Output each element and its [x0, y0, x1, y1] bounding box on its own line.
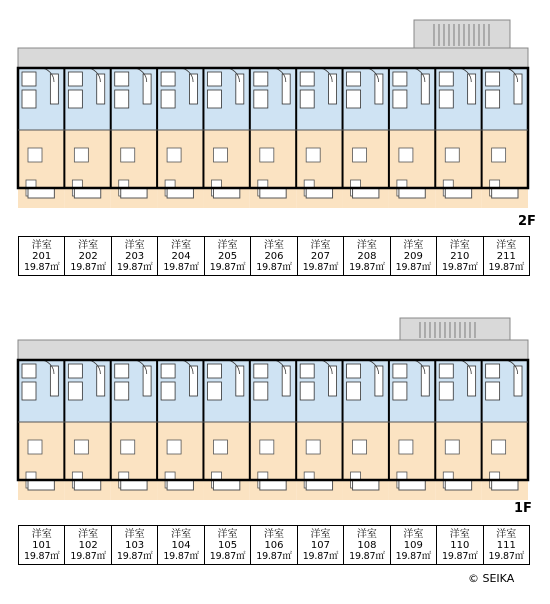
balcony — [353, 480, 379, 490]
balcony — [74, 188, 100, 198]
balcony — [492, 480, 518, 490]
unit-cell — [251, 237, 297, 276]
unit-area: 19.87㎡ — [349, 550, 385, 562]
unit-cell — [204, 526, 250, 565]
unit-area: 19.87㎡ — [395, 550, 432, 562]
balcony — [445, 188, 471, 198]
toilet-fixture — [207, 72, 221, 86]
table-furniture — [167, 440, 181, 454]
table-furniture — [260, 148, 274, 162]
unit-area: 19.87㎡ — [209, 550, 246, 562]
copyright-text: © SEIKA — [468, 572, 515, 585]
unit-number: 206 — [264, 250, 284, 262]
unit-type: 洋室 — [31, 528, 52, 540]
kitchen-counter — [514, 74, 522, 104]
bath-fixture — [207, 382, 221, 400]
unit-type: 洋室 — [263, 528, 284, 540]
toilet-fixture — [161, 364, 175, 378]
bath-fixture — [22, 90, 36, 108]
unit-area: 19.87㎡ — [23, 261, 60, 273]
table-furniture — [306, 440, 320, 454]
table-furniture — [260, 440, 274, 454]
unit-table-1f — [18, 525, 530, 565]
unit-type: 洋室 — [310, 239, 331, 251]
unit-type: 洋室 — [171, 528, 192, 540]
unit-cell — [19, 237, 65, 276]
unit-area: 19.87㎡ — [488, 261, 525, 273]
bath-fixture — [439, 382, 453, 400]
kitchen-counter — [282, 366, 290, 396]
kitchen-counter — [421, 74, 429, 104]
unit-type: 洋室 — [78, 239, 99, 251]
unit-type: 洋室 — [171, 239, 192, 251]
unit-cell — [437, 526, 483, 565]
unit-type: 洋室 — [310, 528, 331, 540]
unit-area: 19.87㎡ — [116, 550, 153, 562]
bath-fixture — [115, 90, 129, 108]
unit-number: 208 — [357, 250, 377, 262]
balcony — [306, 188, 332, 198]
table-furniture — [353, 148, 367, 162]
bath-fixture — [22, 382, 36, 400]
unit-type: 洋室 — [496, 239, 517, 251]
unit-number: 103 — [125, 539, 145, 551]
unit-area: 19.87㎡ — [442, 261, 478, 273]
toilet-fixture — [347, 72, 361, 86]
kitchen-counter — [329, 74, 337, 104]
kitchen-counter — [50, 74, 58, 104]
toilet-fixture — [207, 364, 221, 378]
balcony — [121, 480, 147, 490]
bath-fixture — [254, 382, 268, 400]
kitchen-counter — [329, 366, 337, 396]
corridor — [18, 340, 528, 360]
unit-number: 202 — [78, 250, 98, 262]
unit-number: 210 — [450, 250, 470, 262]
unit-area: 19.87㎡ — [302, 550, 339, 562]
bath-fixture — [486, 90, 500, 108]
floor-label-1f: 1F — [514, 501, 532, 516]
unit-area: 19.87㎡ — [70, 550, 106, 562]
toilet-fixture — [68, 364, 82, 378]
bath-fixture — [300, 90, 314, 108]
unit-area: 19.87㎡ — [209, 261, 246, 273]
table-furniture — [306, 148, 320, 162]
balcony — [353, 188, 379, 198]
table-furniture — [213, 148, 227, 162]
bath-fixture — [486, 382, 500, 400]
balcony — [492, 188, 518, 198]
table-furniture — [399, 148, 413, 162]
toilet-fixture — [439, 364, 453, 378]
unit-cell — [19, 526, 65, 565]
unit-area: 19.87㎡ — [256, 550, 292, 562]
unit-type: 洋室 — [356, 239, 377, 251]
kitchen-counter — [236, 74, 244, 104]
unit-type: 洋室 — [356, 528, 377, 540]
toilet-fixture — [254, 364, 268, 378]
unit-type: 洋室 — [403, 239, 424, 251]
toilet-fixture — [68, 72, 82, 86]
kitchen-counter — [143, 74, 151, 104]
table-furniture — [213, 440, 227, 454]
unit-area: 19.87㎡ — [302, 261, 339, 273]
unit-table-2f — [18, 236, 530, 276]
bath-fixture — [393, 90, 407, 108]
table-furniture — [353, 440, 367, 454]
unit-area: 19.87㎡ — [256, 261, 292, 273]
balcony — [260, 188, 286, 198]
table-furniture — [445, 148, 459, 162]
unit-type: 洋室 — [449, 528, 470, 540]
unit-cell — [297, 237, 343, 276]
bath-fixture — [68, 90, 82, 108]
bath-fixture — [347, 90, 361, 108]
unit-number: 102 — [78, 539, 98, 551]
unit-number: 105 — [217, 539, 238, 551]
table-furniture — [74, 148, 88, 162]
unit-type: 洋室 — [124, 528, 145, 540]
bath-fixture — [207, 90, 221, 108]
unit-number: 203 — [125, 250, 145, 262]
kitchen-counter — [375, 366, 383, 396]
unit-cell — [158, 526, 204, 565]
toilet-fixture — [300, 72, 314, 86]
kitchen-counter — [468, 74, 476, 104]
table-furniture — [121, 148, 135, 162]
kitchen-counter — [143, 366, 151, 396]
unit-area: 19.87㎡ — [163, 261, 199, 273]
unit-type: 洋室 — [403, 528, 424, 540]
kitchen-counter — [468, 366, 476, 396]
unit-number: 207 — [310, 250, 330, 262]
toilet-fixture — [393, 72, 407, 86]
balcony — [28, 188, 54, 198]
bath-fixture — [300, 382, 314, 400]
kitchen-counter — [375, 74, 383, 104]
bath-fixture — [161, 382, 175, 400]
unit-number: 110 — [450, 539, 470, 551]
toilet-fixture — [115, 72, 129, 86]
table-furniture — [399, 440, 413, 454]
toilet-fixture — [115, 364, 129, 378]
table-furniture — [28, 148, 42, 162]
unit-number: 108 — [357, 539, 377, 551]
table-furniture — [28, 440, 42, 454]
unit-number: 101 — [32, 539, 52, 551]
toilet-fixture — [486, 364, 500, 378]
unit-type: 洋室 — [124, 239, 145, 251]
kitchen-counter — [421, 366, 429, 396]
balcony — [74, 480, 100, 490]
kitchen-counter — [236, 366, 244, 396]
table-furniture — [167, 148, 181, 162]
unit-type: 洋室 — [217, 528, 238, 540]
balcony — [213, 188, 239, 198]
unit-number: 209 — [403, 250, 423, 262]
unit-type: 洋室 — [31, 239, 52, 251]
kitchen-counter — [97, 366, 105, 396]
unit-cell — [204, 237, 250, 276]
unit-area: 19.87㎡ — [488, 550, 525, 562]
unit-cell — [344, 526, 390, 565]
kitchen-counter — [282, 74, 290, 104]
unit-area: 19.87㎡ — [70, 261, 106, 273]
unit-cell — [437, 237, 483, 276]
unit-cell — [65, 526, 111, 565]
toilet-fixture — [161, 72, 175, 86]
toilet-fixture — [22, 364, 36, 378]
unit-number: 104 — [171, 539, 191, 551]
bath-fixture — [439, 90, 453, 108]
balcony — [28, 480, 54, 490]
table-furniture — [74, 440, 88, 454]
unit-type: 洋室 — [496, 528, 517, 540]
balcony — [445, 480, 471, 490]
unit-cell — [158, 237, 204, 276]
bath-fixture — [254, 90, 268, 108]
kitchen-counter — [189, 74, 197, 104]
unit-cell — [65, 237, 111, 276]
corridor — [18, 48, 528, 68]
unit-number: 106 — [264, 539, 284, 551]
toilet-fixture — [254, 72, 268, 86]
unit-cell — [111, 526, 157, 565]
table-furniture — [121, 440, 135, 454]
stair-area — [414, 20, 510, 50]
kitchen-counter — [514, 366, 522, 396]
unit-number: 109 — [403, 539, 423, 551]
balcony — [121, 188, 147, 198]
table-furniture — [492, 440, 506, 454]
bath-fixture — [68, 382, 82, 400]
balcony — [399, 480, 425, 490]
toilet-fixture — [393, 364, 407, 378]
unit-type: 洋室 — [263, 239, 284, 251]
unit-number: 205 — [217, 250, 238, 262]
toilet-fixture — [300, 364, 314, 378]
kitchen-counter — [97, 74, 105, 104]
unit-area: 19.87㎡ — [163, 550, 199, 562]
unit-area: 19.87㎡ — [349, 261, 385, 273]
balcony — [399, 188, 425, 198]
bath-fixture — [393, 382, 407, 400]
unit-number: 211 — [496, 250, 516, 262]
unit-number: 111 — [496, 539, 516, 551]
toilet-fixture — [22, 72, 36, 86]
unit-cell — [251, 526, 297, 565]
bath-fixture — [347, 382, 361, 400]
unit-cell — [111, 237, 157, 276]
table-furniture — [445, 440, 459, 454]
unit-type: 洋室 — [217, 239, 238, 251]
unit-area: 19.87㎡ — [395, 261, 432, 273]
balcony — [167, 480, 193, 490]
unit-cell — [390, 526, 436, 565]
balcony — [260, 480, 286, 490]
balcony — [167, 188, 193, 198]
unit-cell — [390, 237, 436, 276]
floor-label-2f: 2F — [518, 214, 536, 229]
unit-area: 19.87㎡ — [442, 550, 478, 562]
table-furniture — [492, 148, 506, 162]
unit-cell — [297, 526, 343, 565]
toilet-fixture — [486, 72, 500, 86]
unit-cell — [483, 526, 529, 565]
unit-cell — [344, 237, 390, 276]
unit-area: 19.87㎡ — [23, 550, 60, 562]
unit-type: 洋室 — [78, 528, 99, 540]
unit-number: 204 — [171, 250, 191, 262]
unit-type: 洋室 — [449, 239, 470, 251]
unit-area: 19.87㎡ — [116, 261, 153, 273]
kitchen-counter — [189, 366, 197, 396]
kitchen-counter — [50, 366, 58, 396]
unit-cell — [483, 237, 529, 276]
bath-fixture — [115, 382, 129, 400]
unit-number: 107 — [310, 539, 330, 551]
toilet-fixture — [439, 72, 453, 86]
unit-number: 201 — [32, 250, 52, 262]
bath-fixture — [161, 90, 175, 108]
toilet-fixture — [347, 364, 361, 378]
balcony — [213, 480, 239, 490]
balcony — [306, 480, 332, 490]
